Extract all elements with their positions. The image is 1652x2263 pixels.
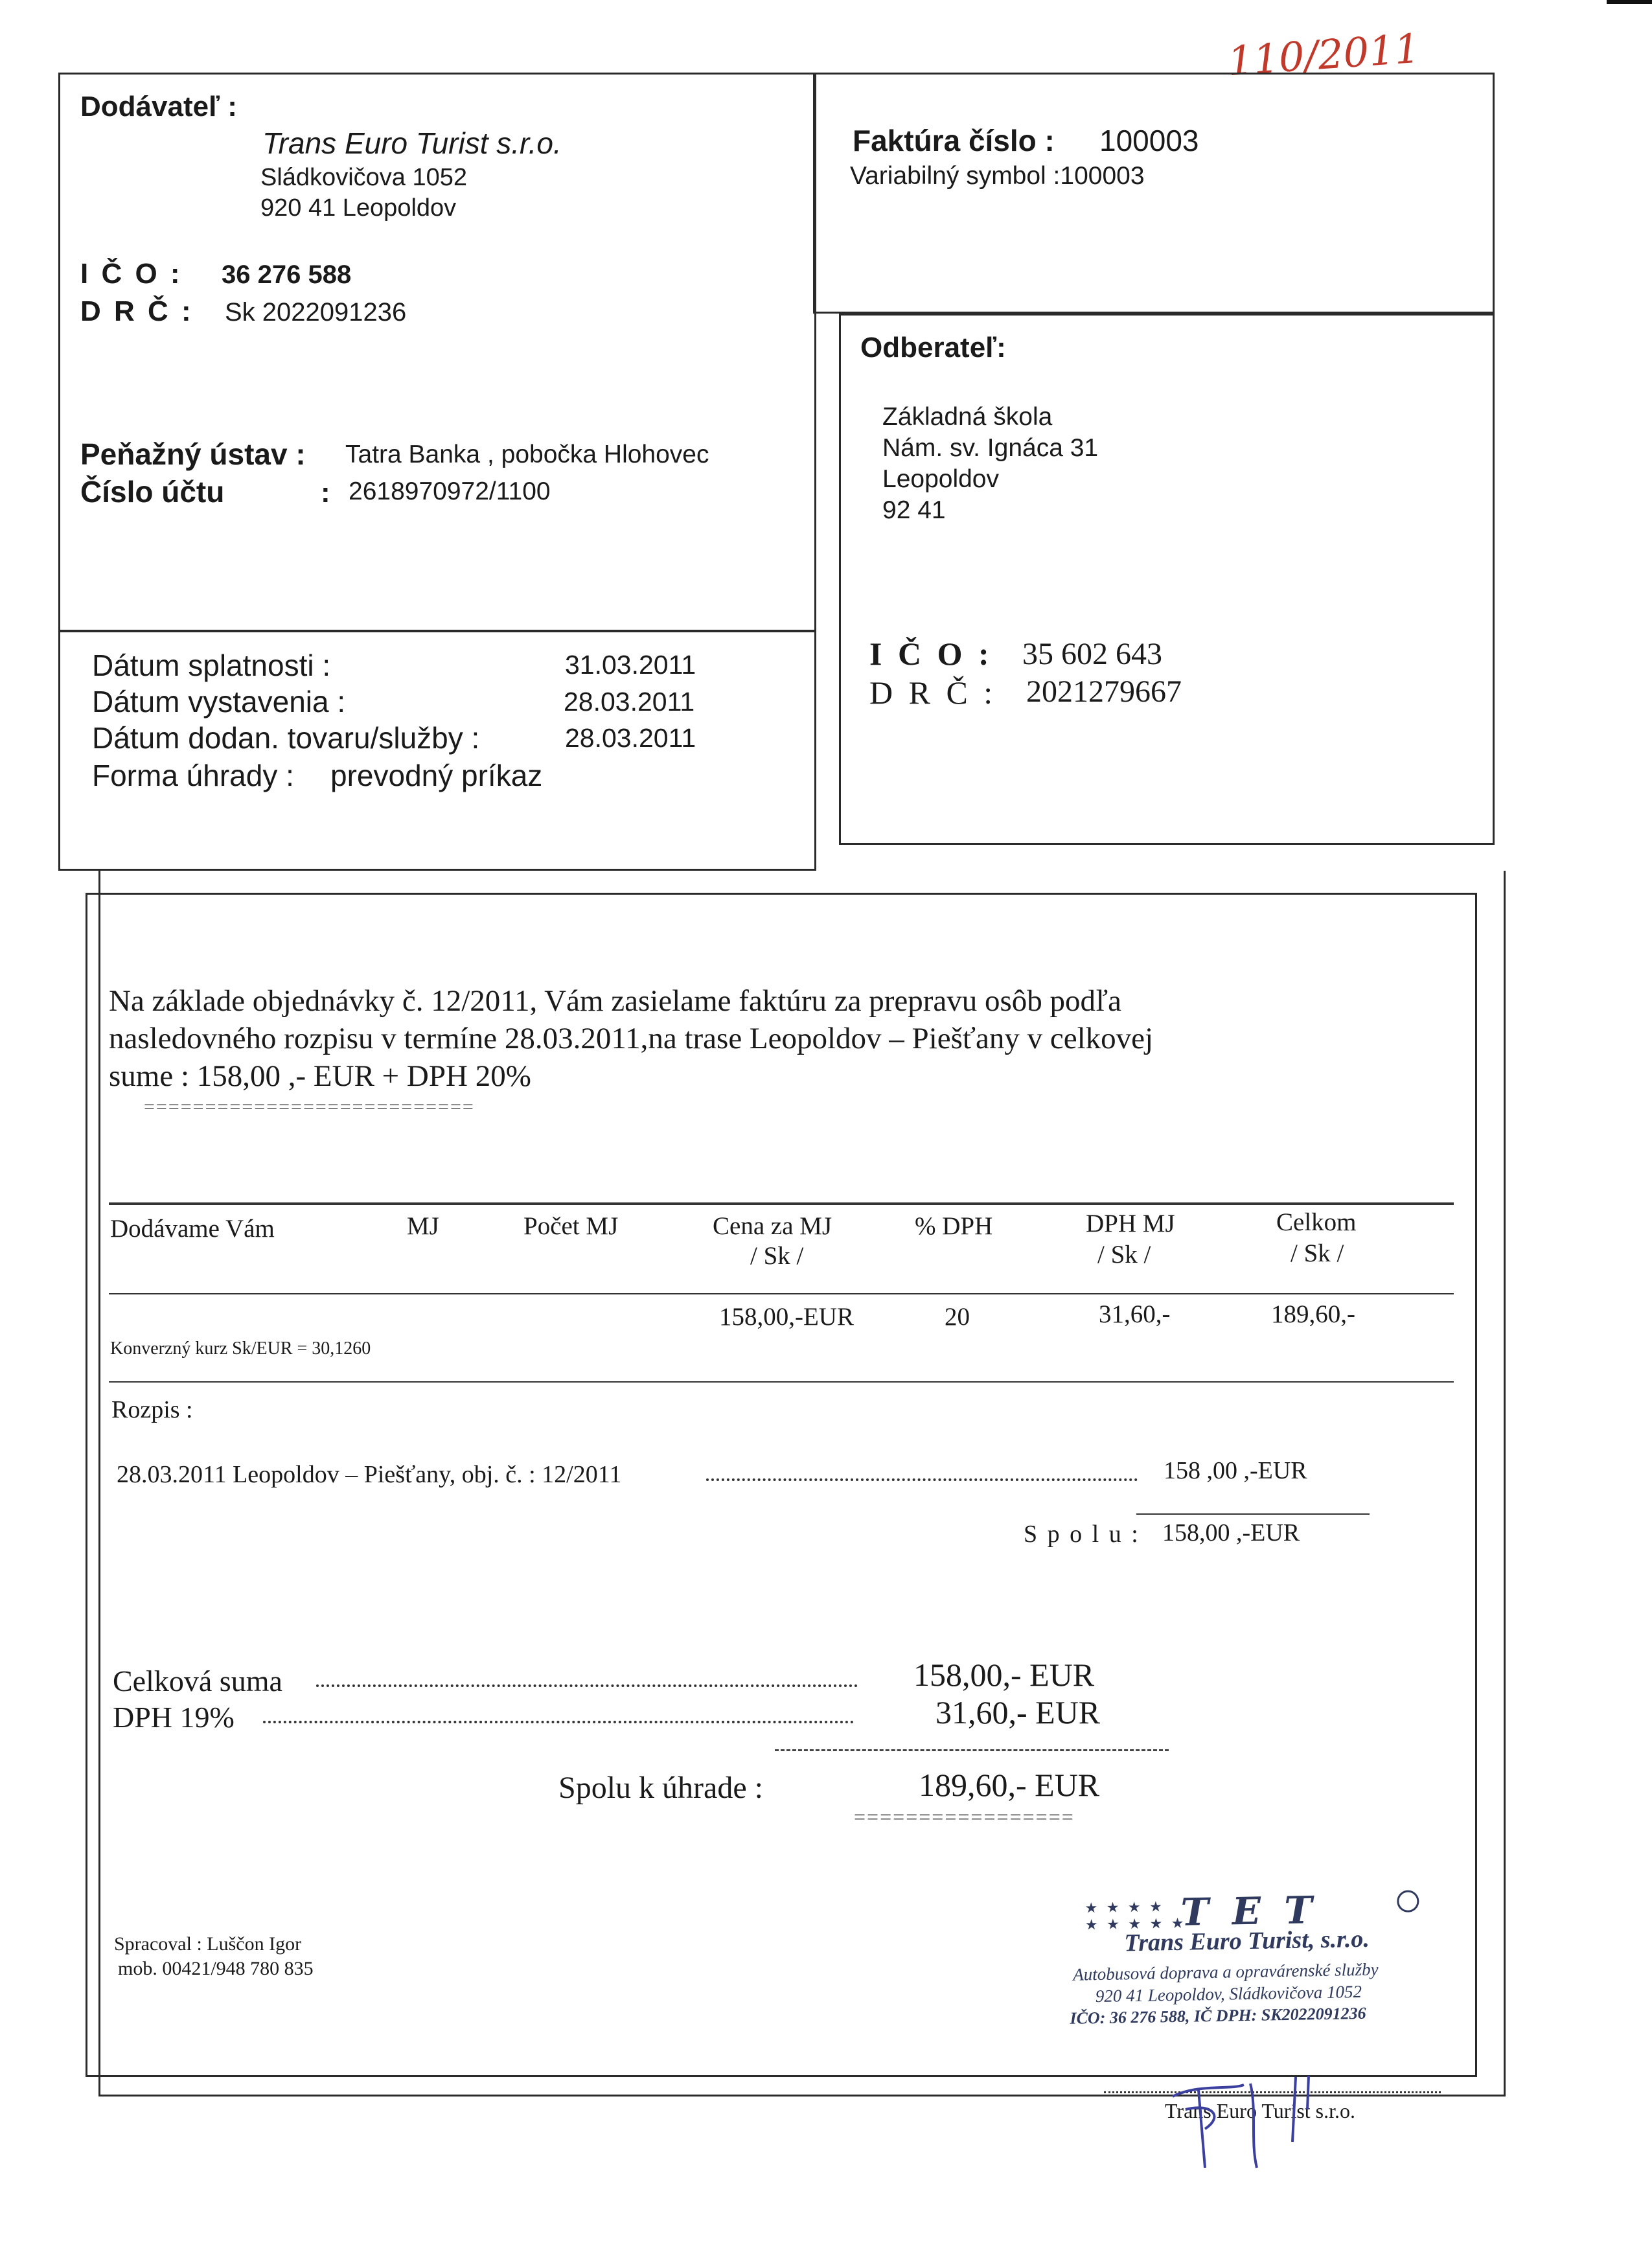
processed-by: Spracoval : Luščon Igor	[114, 1933, 302, 1955]
table-bottom-rule	[109, 1381, 1454, 1383]
customer-line2: Nám. sv. Ignáca 31	[882, 434, 1099, 462]
header-total-unit: / Sk /	[1291, 1239, 1344, 1267]
supplier-city: 920 41 Leopoldov	[260, 194, 457, 222]
customer-line1: Základná škola	[882, 403, 1053, 431]
breakdown-amount: 158 ,00 ,-EUR	[1164, 1457, 1307, 1484]
customer-drc-label: D R Č :	[869, 674, 997, 711]
vat-label: DPH 19%	[113, 1701, 235, 1734]
handwritten-invoice-number: 110/2011	[1226, 24, 1422, 86]
customer-line4: 92 41	[882, 496, 946, 524]
header-total: Celkom	[1276, 1208, 1357, 1236]
breakdown-sum-rule	[1136, 1513, 1370, 1515]
stamp-registered-mark	[1397, 1890, 1419, 1913]
stamp-stars: ★ ★ ★ ★ ★ ★ ★ ★ ★	[1084, 1898, 1187, 1933]
company-stamp	[1065, 1886, 1430, 2040]
amount-due-underline: =================	[854, 1805, 1075, 1828]
supplier-street: Sládkovičova 1052	[260, 164, 467, 191]
header-price: Cena za MJ	[713, 1212, 832, 1240]
customer-drc: 2021279667	[1026, 674, 1182, 709]
supplier-drc: Sk 2022091236	[225, 298, 407, 327]
header-mj: MJ	[407, 1212, 439, 1240]
invoice-number: 100003	[1099, 124, 1199, 157]
header-item: Dodávame Vám	[110, 1215, 275, 1243]
total-sum-value: 158,00,- EUR	[913, 1657, 1095, 1693]
bank-name: Tatra Banka , pobočka Hlohovec	[345, 441, 709, 468]
supplier-drc-label: D R Č :	[80, 295, 194, 327]
stamp-company: Trans Euro Turist, s.r.o.	[1124, 1925, 1370, 1957]
intro-line1: Na základe objednávky č. 12/2011, Vám zasielame faktúru za prepravu osôb podľa	[109, 984, 1122, 1018]
header-vat: % DPH	[915, 1212, 993, 1240]
supplier-ico: 36 276 588	[222, 260, 352, 289]
table-top-rule	[109, 1202, 1454, 1205]
header-count: Počet MJ	[523, 1212, 619, 1240]
handwritten-signature	[1160, 2071, 1348, 2174]
supplier-heading: Dodávateľ :	[80, 91, 237, 122]
stamp-line1: Autobusová doprava a opravárenské služby	[1073, 1959, 1379, 1984]
breakdown-sum-value: 158,00 ,-EUR	[1162, 1519, 1300, 1546]
row-vat-mj: 31,60,-	[1099, 1300, 1171, 1328]
intro-line3: sume : 158,00 ,- EUR + DPH 20%	[109, 1059, 531, 1093]
corner-mark	[1607, 0, 1652, 4]
total-sum-leader	[316, 1684, 858, 1687]
header-vat-mj-unit: / Sk /	[1097, 1241, 1151, 1269]
header-price-unit: / Sk /	[750, 1242, 804, 1270]
intro-underline: ===========================	[144, 1096, 475, 1118]
vat-leader	[263, 1721, 854, 1723]
total-sum-label: Celková suma	[113, 1664, 282, 1697]
variable-symbol: Variabilný symbol :100003	[850, 162, 1145, 190]
conversion-rate: Konverzný kurz Sk/EUR = 30,1260	[110, 1338, 371, 1359]
table-header-rule	[109, 1293, 1454, 1294]
processor-phone: mob. 00421/948 780 835	[118, 1958, 314, 1979]
issue-date-label: Dátum vystavenia :	[92, 685, 346, 718]
customer-ico-label: I Č O :	[869, 636, 993, 672]
due-date-label: Dátum splatnosti :	[92, 649, 331, 682]
supplier-ico-label: I Č O :	[80, 258, 183, 290]
account-colon: :	[321, 477, 330, 509]
bank-label: Peňažný ústav :	[80, 437, 306, 471]
totals-separator	[775, 1749, 1169, 1751]
breakdown-sum-label: S p o l u :	[1024, 1521, 1140, 1548]
amount-due-value: 189,60,- EUR	[919, 1767, 1100, 1803]
customer-heading: Odberateľ:	[860, 332, 1006, 363]
issue-date: 28.03.2011	[564, 687, 695, 717]
stamp-line3: IČO: 36 276 588, IČ DPH: SK2022091236	[1070, 2003, 1366, 2028]
row-vat: 20	[945, 1303, 970, 1331]
vat-value: 31,60,- EUR	[935, 1694, 1101, 1730]
intro-line2: nasledovného rozpisu v termíne 28.03.2011,na trase Leopoldov – Piešťany v celkovej	[109, 1022, 1154, 1055]
center-divider	[814, 630, 816, 869]
invoice-label: Faktúra číslo :	[853, 124, 1055, 157]
row-price: 158,00,-EUR	[719, 1303, 854, 1331]
stamp-line2: 920 41 Leopoldov, Sládkovičova 1052	[1095, 1981, 1362, 2006]
customer-ico: 35 602 643	[1022, 637, 1162, 671]
invoice-number-box	[813, 73, 1495, 314]
customer-box	[839, 314, 1495, 845]
customer-line3: Leopoldov	[882, 465, 999, 493]
payment-method: prevodný príkaz	[330, 759, 543, 792]
signature-caption: Trans Euro Turist s.r.o.	[1165, 2099, 1356, 2122]
breakdown-label: Rozpis :	[111, 1396, 193, 1423]
amount-due-label: Spolu k úhrade :	[558, 1771, 763, 1805]
header-vat-mj: DPH MJ	[1086, 1210, 1175, 1237]
account-number: 2618970972/1100	[349, 477, 551, 505]
delivery-date: 28.03.2011	[565, 723, 696, 753]
stamp-logo: T E T	[1180, 1888, 1318, 1935]
supplier-name: Trans Euro Turist s.r.o.	[262, 126, 562, 160]
payment-method-label: Forma úhrady :	[92, 759, 294, 792]
account-label: Číslo účtu	[80, 475, 225, 509]
delivery-date-label: Dátum dodan. tovaru/služby :	[92, 721, 480, 755]
breakdown-line: 28.03.2011 Leopoldov – Piešťany, obj. č. : 12/2011	[117, 1461, 622, 1488]
row-total: 189,60,-	[1271, 1300, 1355, 1328]
breakdown-leader	[706, 1478, 1138, 1481]
due-date: 31.03.2011	[565, 650, 696, 680]
